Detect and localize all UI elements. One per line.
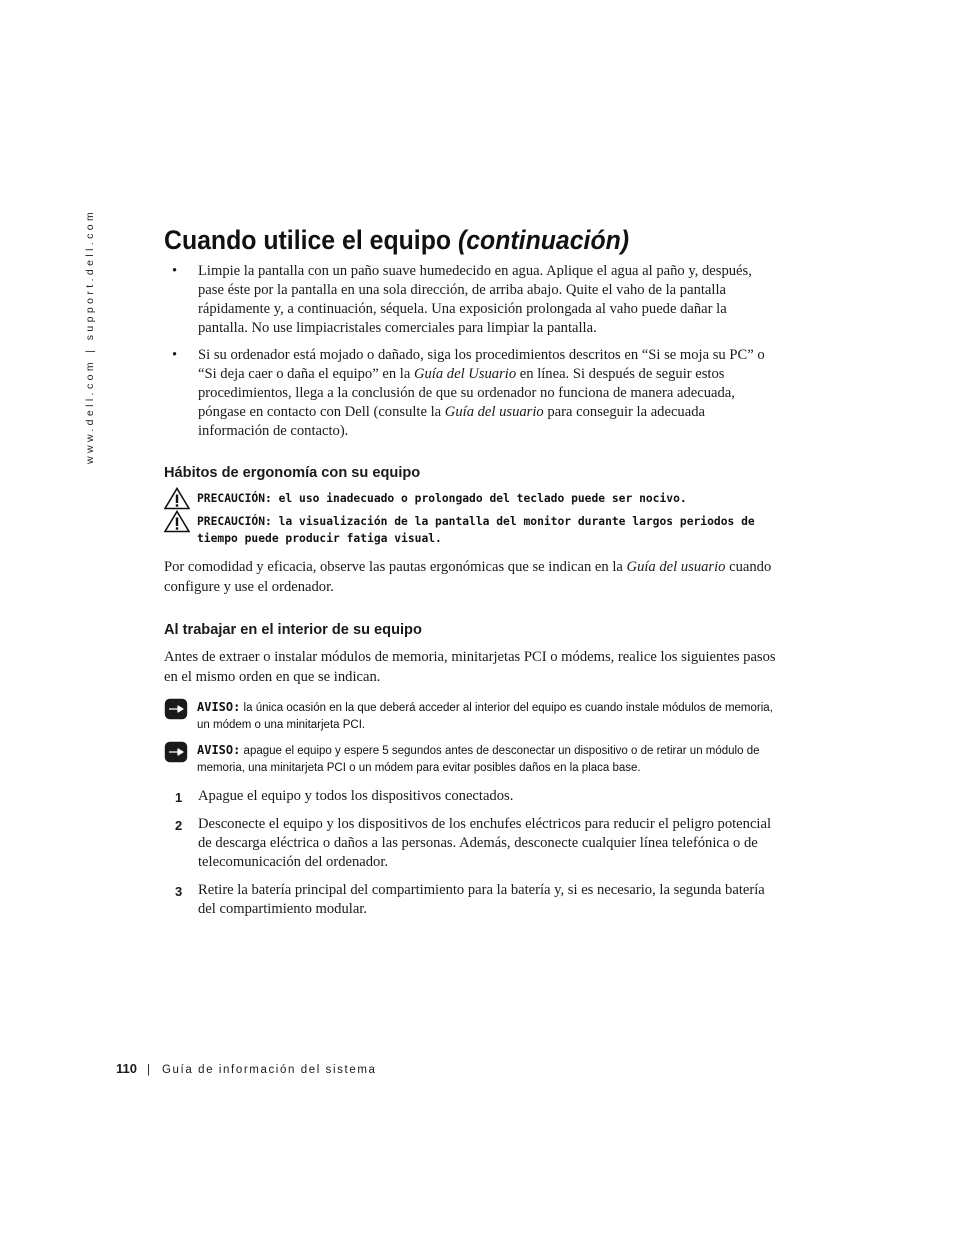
bullet-item: [164, 346, 776, 441]
paragraph-text: cuando configure y use el ordenador.: [164, 559, 772, 595]
notice-text: la única ocasión en la que deberá acceder al interior del equipo es cuando instale módulos de memoria, un módem o una minitarjeta PCI.: [197, 702, 773, 731]
sidebar-url-text: www.dell.com | support.dell.com: [84, 208, 96, 464]
step-text: Apague el equipo y todos los dispositivos conectados.: [198, 788, 514, 804]
page-title-continuation: (continuación): [457, 225, 630, 255]
bullet-text: para conseguir la adecuada información de contacto).: [198, 404, 705, 439]
sidebar-url: [80, 208, 100, 464]
bullet-emphasis: Guía del usuario: [444, 404, 544, 420]
bullet-list: [164, 262, 776, 441]
main-content: [164, 262, 776, 928]
step-number: 1: [175, 790, 183, 805]
caution-text: PRECAUCIÓN: el uso inadecuado o prolongado del teclado puede ser nocivo.: [197, 492, 687, 505]
inside-paragraph: Antes de extraer o instalar módulos de memoria, minitarjetas PCI o módems, realice los siguientes pasos en el mismo orden en que se indican.: [164, 649, 776, 685]
bullet-emphasis: Guía del Usuario: [413, 366, 517, 382]
notice-label: AVISO:: [197, 700, 241, 714]
step-text: Retire la batería principal del compartimiento para la batería y, si es necesario, la segunda batería del compartimiento modular.: [198, 882, 765, 917]
bullet-text: Si su ordenador está mojado o dañado, siga los procedimientos descritos en “Si se moja su PC” o “Si deja caer o daña el equipo” en la: [198, 347, 765, 382]
paragraph-text: Por comodidad y eficacia, observe las pautas ergonómicas que se indican en la: [164, 559, 627, 575]
page-number: 110: [116, 1061, 137, 1076]
page-title: [164, 220, 629, 260]
step-item: [164, 815, 776, 872]
section-heading-ergonomics: Hábitos de ergonomía con su equipo: [164, 465, 421, 481]
footer-doc-title: Guía de información del sistema: [161, 1064, 377, 1076]
notice-text: apague el equipo y espere 5 segundos antes de desconectar un dispositivo o de retirar un módulo de memoria, una minitarjeta PCI o un módem para evitar posibles daños en la placa base.: [197, 745, 760, 774]
caution-text: PRECAUCIÓN: la visualización de la pantalla del monitor durante largos periodos de tiempo puede producir fatiga visual.: [197, 515, 755, 545]
notice-hand-icon: [164, 741, 188, 763]
ergonomics-paragraph: [164, 557, 776, 597]
notice-note: [164, 699, 776, 734]
steps-list: [164, 787, 776, 919]
bullet-text: en línea. Si después de seguir estos procedimientos, llega a la conclusión de que su ordenador no funciona de manera adecuada, póngase en contacto con Dell (consulte la: [198, 366, 735, 420]
step-item: [164, 881, 776, 919]
page-footer: [116, 1061, 377, 1076]
section-heading-inside-computer: Al trabajar en el interior de su equipo: [164, 622, 422, 638]
notice-hand-icon: [164, 698, 188, 720]
step-number: 2: [175, 818, 183, 833]
step-text: Desconecte el equipo y los dispositivos de los enchufes eléctricos para reducir el peligro potencial de descarga eléctrica o daños a las personas. Además, desconecte cualquier línea telefónica o de telecomunicación del ordenador.: [198, 816, 772, 870]
warning-triangle-icon: [164, 510, 190, 533]
warning-triangle-icon: [164, 487, 190, 510]
step-number: 3: [175, 884, 183, 899]
bullet-icon: •: [172, 263, 178, 279]
notice-note: [164, 742, 776, 777]
paragraph-emphasis: Guía del usuario: [626, 559, 726, 575]
page-title-main: Cuando utilice el equipo: [164, 225, 458, 255]
bullet-text: Limpie la pantalla con un paño suave humedecido en agua. Aplique el agua al paño y, después, pase éste por la pantalla en una sola dirección, de arriba abajo. Quite el vaho de la pantalla rápidamente y, a continuación, séquela. Una exposición prolongada al vaho puede dañar la pantalla. No use limpiacristales comerciales para limpiar la pantalla.: [198, 263, 752, 336]
notice-label: AVISO:: [197, 743, 241, 757]
caution-note: [164, 490, 776, 507]
bullet-item: [164, 262, 776, 338]
step-item: [164, 787, 776, 806]
bullet-icon: •: [172, 347, 178, 363]
footer-separator: |: [146, 1064, 150, 1076]
caution-note: [164, 513, 776, 547]
